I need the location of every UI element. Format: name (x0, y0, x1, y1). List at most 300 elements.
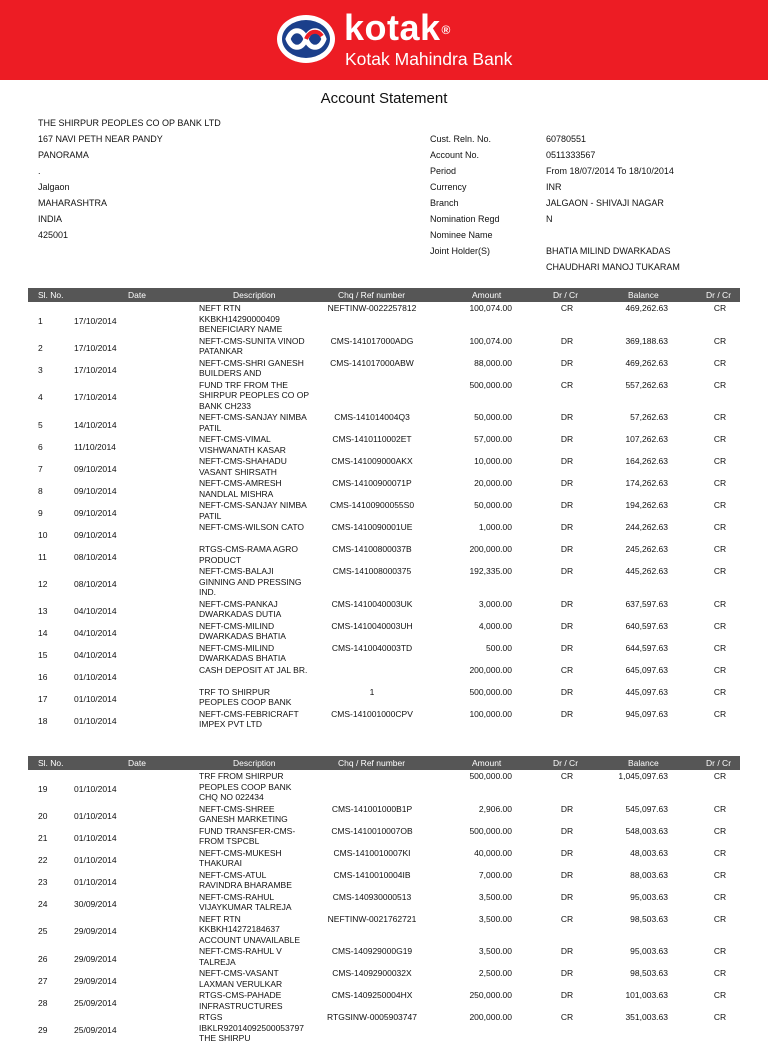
transactions-table (0, 771, 768, 1045)
balance-dr-cr-indicator: CR (713, 990, 727, 1000)
dr-cr-indicator: DR (560, 825, 574, 836)
amount: 500,000.00 (469, 379, 512, 390)
detail-label: Currency (430, 182, 467, 192)
address-line: 425001 (38, 230, 69, 240)
description-line: PATANKAR (199, 346, 243, 356)
transaction-date: 01/10/2014 (74, 877, 117, 887)
table-row (0, 687, 768, 709)
balance: 640,597.63 (625, 620, 668, 631)
page-title: Account Statement (320, 90, 448, 107)
balance: 98,503.63 (630, 913, 668, 924)
table-row (0, 643, 768, 665)
serial-number: 15 (38, 650, 48, 660)
transaction-date: 01/10/2014 (74, 694, 117, 704)
table-row (0, 968, 768, 990)
table-row (0, 522, 768, 544)
balance-dr-cr-indicator: CR (713, 664, 727, 675)
balance: 164,262.63 (625, 456, 668, 466)
serial-number: 21 (38, 833, 48, 843)
balance-dr-cr-indicator: CR (713, 771, 727, 781)
table-row (0, 434, 768, 456)
amount: 10,000.00 (474, 456, 512, 466)
transaction-date: 04/10/2014 (74, 606, 117, 616)
table-row (0, 914, 768, 947)
description-line: NEFT-CMS-RAHUL (199, 891, 275, 902)
detail-row (430, 227, 766, 243)
reference-number: CMS-141008000375 (332, 566, 412, 576)
detail-value: BHATIA MILIND DWARKADAS (546, 246, 671, 256)
dr-cr-indicator: DR (560, 412, 574, 422)
amount: 200,000.00 (469, 664, 512, 675)
detail-value: CHAUDHARI MANOJ TUKARAM (546, 262, 680, 272)
balance-dr-cr-indicator: CR (713, 869, 727, 880)
reference-number: CMS-141001000CPV (331, 708, 413, 719)
description-line: RTGS-CMS-PAHADE (199, 990, 282, 1000)
table-row (0, 621, 768, 643)
balance-dr-cr-indicator: CR (713, 946, 727, 956)
description-line: DWARKADAS BHATIA (199, 631, 286, 641)
balance-dr-cr-indicator: CR (713, 522, 727, 532)
brand-subtitle: Kotak Mahindra Bank (345, 49, 513, 69)
amount: 1,000.00 (478, 522, 512, 532)
reference-number: CMS-14100900071P (332, 478, 412, 488)
dr-cr-indicator: CR (560, 303, 574, 313)
balance: 1,045,097.63 (618, 771, 668, 781)
dr-cr-indicator: DR (560, 434, 574, 444)
column-header: Date (128, 290, 146, 300)
dr-cr-indicator: DR (560, 946, 574, 956)
amount: 500,000.00 (469, 771, 512, 781)
reference-number: CMS-1410040003TD (331, 642, 413, 653)
description-line: BUILDERS AND (199, 368, 262, 378)
serial-number: 8 (38, 485, 43, 496)
amount: 100,074.00 (469, 303, 512, 313)
description-line: PATIL (199, 510, 222, 521)
address-line: MAHARASHTRA (38, 198, 108, 208)
balance: 637,597.63 (625, 598, 668, 609)
transaction-date: 25/09/2014 (74, 1024, 117, 1035)
description-line: NEFT-CMS-SHRI GANESH (199, 357, 304, 368)
detail-value: 60780551 (546, 134, 587, 144)
description-line: NEFT-CMS-PANKAJ (199, 598, 278, 609)
amount: 3,500.00 (478, 946, 512, 956)
serial-number: 13 (38, 606, 48, 616)
description-line: ACCOUNT UNAVAILABLE (199, 934, 301, 945)
column-header: Date (128, 758, 146, 768)
brand-name: kotak® (344, 7, 451, 48)
balance-dr-cr-indicator: CR (713, 335, 727, 346)
description-line: NEFT RTN (199, 913, 241, 924)
balance: 445,262.63 (625, 566, 668, 576)
serial-number: 14 (38, 628, 48, 638)
description-line: THE SHIRPU (199, 1033, 251, 1043)
description-line: NEFT-CMS-SHAHADU (199, 456, 287, 466)
column-header: Amount (472, 758, 502, 768)
transaction-date: 29/09/2014 (74, 953, 117, 964)
dr-cr-indicator: DR (560, 869, 574, 880)
description-line: VASANT SHIRSATH (199, 466, 277, 477)
balance: 101,003.63 (625, 990, 668, 1000)
address-line: INDIA (38, 214, 63, 224)
reference-number: CMS-1410010007KI (333, 847, 411, 858)
transaction-date: 17/10/2014 (74, 392, 117, 403)
table-row (0, 709, 768, 731)
amount: 57,000.00 (474, 434, 512, 444)
kotak-logo-icon (276, 14, 336, 64)
reference-number: CMS-14100900055S0 (329, 500, 415, 510)
balance: 95,003.63 (630, 891, 668, 902)
reference-number: CMS-14092900032X (332, 968, 412, 978)
amount: 7,000.00 (478, 869, 512, 880)
balance: 245,262.63 (625, 544, 668, 554)
table-row (0, 848, 768, 870)
balance-dr-cr-indicator: CR (713, 803, 727, 814)
description-line: NEFT-CMS-MILIND (199, 642, 275, 653)
column-header: Sl. No. (38, 290, 64, 300)
table-row (0, 566, 768, 599)
balance-dr-cr-indicator: CR (713, 598, 727, 609)
balance-dr-cr-indicator: CR (713, 1012, 727, 1022)
dr-cr-indicator: DR (560, 620, 574, 631)
serial-number: 25 (38, 926, 48, 937)
detail-label: Account No. (430, 150, 480, 160)
balance: 645,097.63 (625, 664, 668, 675)
serial-number: 16 (38, 672, 48, 682)
transaction-date: 29/09/2014 (74, 975, 117, 986)
description-line: IBKLR92014092500053797 (199, 1022, 304, 1033)
table-row (0, 826, 768, 848)
transaction-date: 01/10/2014 (74, 833, 117, 843)
transaction-date: 01/10/2014 (74, 811, 117, 821)
reference-number: CMS-141001000B1P (331, 803, 413, 814)
detail-value: JALGAON - SHIVAJI NAGAR (546, 198, 664, 208)
balance: 57,262.63 (630, 412, 668, 422)
table-row (0, 990, 768, 1012)
dr-cr-indicator: CR (560, 664, 574, 675)
balance-dr-cr-indicator: CR (713, 379, 727, 390)
serial-number: 5 (38, 419, 43, 430)
balance: 548,003.63 (625, 825, 668, 836)
balance: 445,097.63 (625, 686, 668, 697)
balance-dr-cr-indicator: CR (713, 303, 727, 313)
balance: 95,003.63 (630, 946, 668, 956)
serial-number: 18 (38, 716, 48, 726)
transaction-date: 30/09/2014 (74, 899, 117, 909)
balance: 469,262.63 (625, 303, 668, 313)
balance: 351,003.63 (625, 1012, 668, 1022)
balance: 469,262.63 (625, 357, 668, 368)
balance-dr-cr-indicator: CR (713, 456, 727, 466)
description-line: THAKURAI (199, 858, 242, 868)
address-line: Jalgaon (38, 182, 70, 192)
dr-cr-indicator: DR (560, 598, 574, 609)
column-header: Sl. No. (38, 758, 64, 768)
table-row (0, 665, 768, 687)
serial-number: 10 (38, 529, 48, 540)
amount: 3,500.00 (478, 913, 512, 924)
transaction-date: 25/09/2014 (74, 997, 117, 1008)
detail-value (546, 227, 766, 243)
amount: 500,000.00 (469, 825, 512, 836)
detail-label: Nominee Name (430, 230, 493, 240)
description-line: GINNING AND PRESSING (199, 576, 302, 587)
balance-dr-cr-indicator: CR (713, 913, 727, 924)
dr-cr-indicator: DR (560, 357, 574, 368)
table-row (0, 1012, 768, 1045)
column-header: Dr / Cr (706, 290, 732, 300)
description-line: CASH DEPOSIT AT JAL BR. (199, 664, 308, 675)
description-line: GANESH MARKETING (199, 814, 288, 824)
balance: 557,262.63 (625, 379, 668, 390)
table-row (0, 892, 768, 914)
column-header: Dr / Cr (706, 758, 732, 768)
detail-label (430, 259, 546, 275)
balance: 945,097.63 (625, 708, 668, 719)
detail-value: N (546, 214, 553, 224)
detail-row (430, 179, 766, 195)
balance: 369,188.63 (625, 335, 668, 346)
balance-dr-cr-indicator: CR (713, 708, 727, 719)
reference-number: CMS-140930000513 (332, 891, 412, 902)
amount: 2,906.00 (478, 803, 512, 814)
detail-row (430, 147, 766, 163)
reference-number: CMS-141017000ADG (330, 335, 414, 346)
amount: 40,000.00 (474, 847, 512, 858)
description-line: VISHWANATH KASAR (199, 444, 286, 455)
reference-number: RTGSINW-0005903747 (327, 1012, 417, 1022)
balance: 194,262.63 (625, 500, 668, 510)
detail-value: 0511333567 (546, 150, 596, 160)
description-line: BENEFICIARY NAME (199, 324, 283, 334)
balance: 244,262.63 (625, 522, 668, 532)
amount: 500,000.00 (469, 686, 512, 697)
transaction-date: 04/10/2014 (74, 650, 117, 660)
reference-number: CMS-141014004Q3 (334, 412, 410, 422)
description-line: NEFT-CMS-SHREE (199, 803, 275, 814)
detail-label: Cust. Reln. No. (430, 134, 492, 144)
table-row (0, 478, 768, 500)
transaction-date: 09/10/2014 (74, 485, 117, 496)
description-line: NEFT-CMS-MUKESH (199, 847, 282, 858)
transaction-date: 08/10/2014 (74, 578, 117, 589)
dr-cr-indicator: CR (560, 379, 574, 390)
description-line: NEFT-CMS-ATUL (199, 869, 267, 880)
amount: 192,335.00 (469, 566, 512, 576)
dr-cr-indicator: DR (560, 566, 574, 576)
serial-number: 6 (38, 441, 43, 452)
reference-number: CMS-1410040003UH (331, 620, 413, 631)
address-line: THE SHIRPUR PEOPLES CO OP BANK LTD (38, 118, 221, 128)
description-line: FUND TRANSFER-CMS- (199, 825, 296, 836)
table-row (0, 336, 768, 358)
table-header (28, 288, 740, 302)
column-header: Amount (472, 290, 502, 300)
description-line: PRODUCT (199, 554, 242, 565)
description-line: VIJAYKUMAR TALREJA (199, 902, 292, 912)
serial-number: 26 (38, 953, 48, 964)
reference-number: CMS-1410010004IB (333, 869, 411, 880)
amount: 4,000.00 (478, 620, 512, 631)
detail-value: INR (546, 182, 562, 192)
balance-dr-cr-indicator: CR (713, 686, 727, 697)
description-line: PEOPLES COOP BANK (199, 697, 292, 707)
description-line: NEFT-CMS-SANJAY NIMBA (199, 500, 307, 510)
description-line: FUND TRF FROM THE (199, 379, 288, 390)
transaction-date: 17/10/2014 (74, 343, 117, 353)
description-line: NEFT-CMS-VASANT (199, 968, 279, 978)
detail-label: Period (430, 166, 457, 176)
column-header: Chq / Ref number (338, 758, 406, 768)
description-line: IMPEX PVT LTD (199, 719, 262, 729)
amount: 250,000.00 (469, 990, 512, 1000)
dr-cr-indicator: CR (560, 913, 574, 924)
reference-number: CMS-1409250004HX (331, 990, 413, 1000)
detail-label: Joint Holder(S) (430, 246, 491, 256)
serial-number: 12 (38, 578, 48, 589)
table-row (0, 946, 768, 968)
transaction-date: 17/10/2014 (74, 365, 117, 375)
description-line: NEFT-CMS-FEBRICRAFT (199, 708, 299, 719)
table-row (0, 358, 768, 380)
balance-dr-cr-indicator: CR (713, 891, 727, 902)
amount: 3,500.00 (478, 891, 512, 902)
description-line: TRF FROM SHIRPUR (199, 771, 284, 781)
description-line: NEFT-CMS-WILSON CATO (199, 522, 304, 532)
description-line: INFRASTRUCTURES (199, 1000, 283, 1011)
balance: 98,503.63 (630, 968, 668, 978)
transaction-date: 01/10/2014 (74, 855, 117, 865)
description-line: RTGS-CMS-RAMA AGRO (199, 544, 299, 554)
table-row (0, 544, 768, 566)
description-line: FROM TSPCBL (199, 836, 260, 846)
amount: 50,000.00 (474, 412, 512, 422)
description-line: BANK CH233 (199, 400, 251, 411)
table-row (0, 870, 768, 892)
transaction-date: 04/10/2014 (74, 628, 117, 638)
dr-cr-indicator: DR (560, 891, 574, 902)
serial-number: 20 (38, 811, 48, 821)
balance-dr-cr-indicator: CR (713, 434, 727, 444)
dr-cr-indicator: DR (560, 478, 574, 488)
balance-dr-cr-indicator: CR (713, 412, 727, 422)
dr-cr-indicator: CR (560, 1012, 574, 1022)
balance: 88,003.63 (630, 869, 668, 880)
column-header: Description (233, 758, 276, 768)
transaction-date: 01/10/2014 (74, 672, 117, 682)
table-row (0, 500, 768, 522)
address-line: PANORAMA (38, 150, 89, 160)
balance-dr-cr-indicator: CR (713, 478, 727, 488)
balance: 545,097.63 (625, 803, 668, 814)
serial-number: 17 (38, 694, 48, 704)
description-line: PATIL (199, 422, 222, 433)
reference-number: CMS-141017000ABW (330, 357, 414, 368)
description-line: SHIRPUR PEOPLES CO OP (199, 390, 310, 400)
description-line: NEFT-CMS-MILIND (199, 620, 275, 631)
dr-cr-indicator: DR (560, 335, 574, 346)
detail-label: Nomination Regd (430, 214, 500, 224)
dr-cr-indicator: DR (560, 544, 574, 554)
column-header: Dr / Cr (553, 758, 579, 768)
reference-number: CMS-1410040003UK (331, 598, 413, 609)
column-header: Dr / Cr (553, 290, 579, 300)
transaction-date: 08/10/2014 (74, 551, 117, 562)
column-header: Balance (628, 758, 659, 768)
dr-cr-indicator: CR (560, 771, 574, 781)
dr-cr-indicator: DR (560, 522, 574, 532)
balance-dr-cr-indicator: CR (713, 825, 727, 836)
table-row (0, 771, 768, 804)
balance: 107,262.63 (625, 434, 668, 444)
detail-row (430, 259, 766, 275)
transaction-date: 17/10/2014 (74, 315, 117, 326)
table-row (0, 380, 768, 413)
transaction-date: 09/10/2014 (74, 507, 117, 518)
amount: 100,074.00 (469, 335, 512, 346)
description-line: RTGS (199, 1012, 223, 1022)
balance-dr-cr-indicator: CR (713, 620, 727, 631)
dr-cr-indicator: DR (560, 456, 574, 466)
detail-row (430, 211, 766, 227)
description-line: TALREJA (199, 956, 236, 967)
column-header: Description (233, 290, 276, 300)
bank-header-banner (0, 0, 768, 80)
transaction-date: 09/10/2014 (74, 529, 117, 540)
balance-dr-cr-indicator: CR (713, 642, 727, 653)
transaction-date: 14/10/2014 (74, 419, 117, 430)
serial-number: 1 (38, 315, 43, 326)
amount: 100,000.00 (469, 708, 512, 719)
description-line: TRF TO SHIRPUR (199, 686, 270, 697)
reference-number: CMS-1410090001UE (331, 522, 413, 532)
address-line: . (38, 166, 41, 176)
amount: 88,000.00 (474, 357, 512, 368)
serial-number: 27 (38, 975, 48, 986)
serial-number: 3 (38, 365, 43, 375)
transaction-date: 01/10/2014 (74, 716, 117, 726)
balance: 48,003.63 (630, 847, 668, 858)
balance: 644,597.63 (625, 642, 668, 653)
detail-value: From 18/07/2014 To 18/10/2014 (546, 166, 674, 176)
description-line: NEFT-CMS-RAHUL V (199, 946, 282, 956)
reference-number: CMS-14100800037B (332, 544, 412, 554)
balance-dr-cr-indicator: CR (713, 566, 727, 576)
dr-cr-indicator: DR (560, 847, 574, 858)
account-details (430, 131, 766, 275)
serial-number: 2 (38, 343, 43, 353)
reference-number: CMS-140929000G19 (331, 946, 413, 956)
transaction-date: 09/10/2014 (74, 463, 117, 474)
table-row (0, 804, 768, 826)
reference-number: NEFTINW-0021762721 (327, 913, 417, 924)
transaction-date: 01/10/2014 (74, 783, 117, 794)
description-line: NEFT-CMS-SUNITA VINOD (199, 335, 305, 346)
description-line: KKBKH14272184637 (199, 924, 280, 934)
column-header: Chq / Ref number (338, 290, 406, 300)
dr-cr-indicator: DR (560, 686, 574, 697)
table-header (28, 756, 740, 770)
description-line: NANDLAL MISHRA (199, 488, 274, 499)
detail-row (430, 195, 766, 211)
balance-dr-cr-indicator: CR (713, 968, 727, 978)
balance: 174,262.63 (625, 478, 668, 488)
description-line: NEFT-CMS-SANJAY NIMBA (199, 412, 307, 422)
serial-number: 24 (38, 899, 48, 909)
description-line: NEFT-CMS-AMRESH (199, 478, 282, 488)
table-row (0, 456, 768, 478)
serial-number: 28 (38, 997, 48, 1008)
transaction-date: 11/10/2014 (74, 441, 116, 452)
